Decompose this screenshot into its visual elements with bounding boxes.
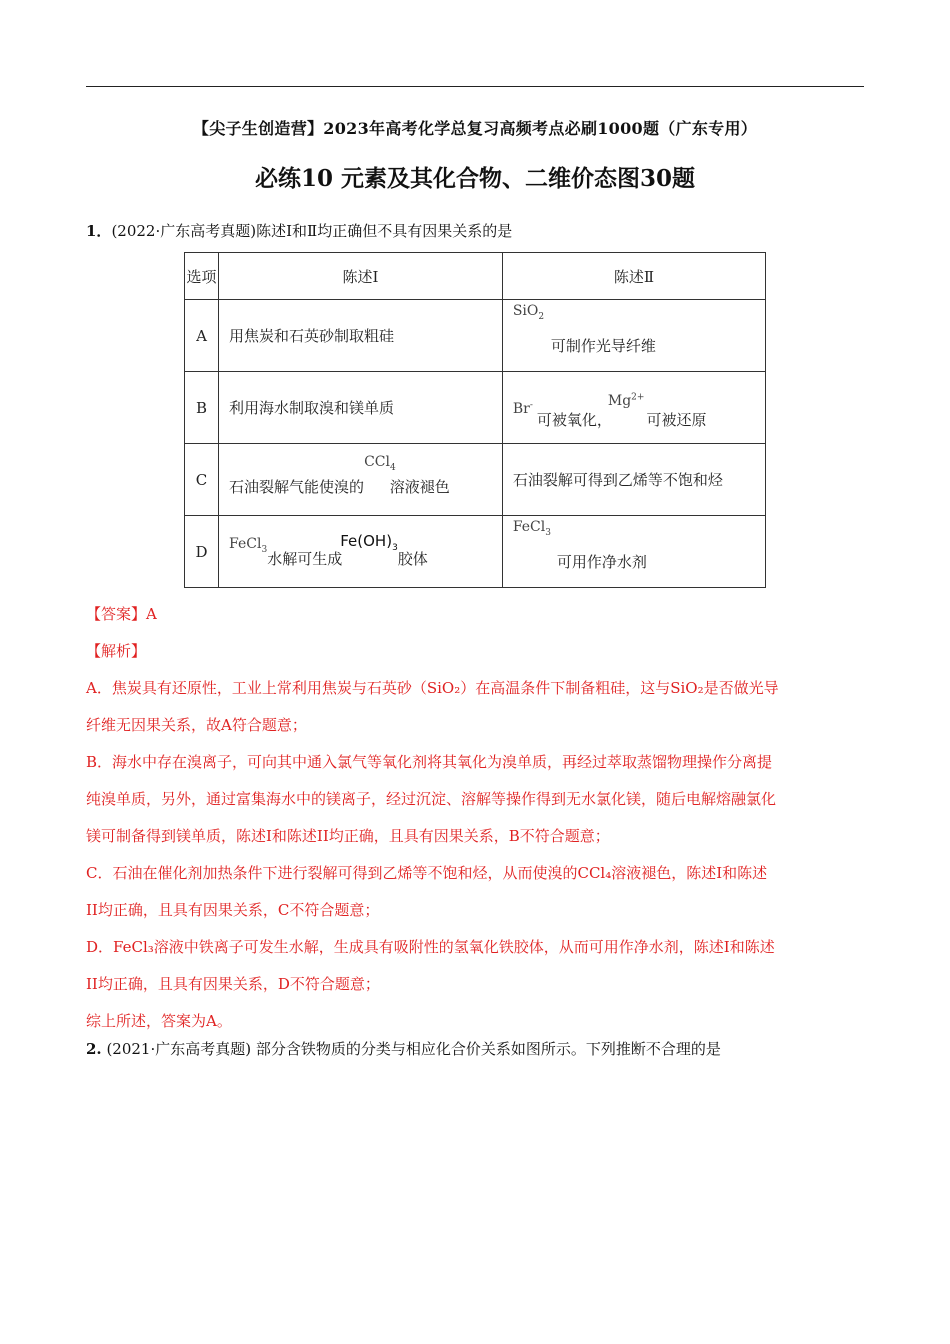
question-number: 2.	[86, 1040, 102, 1058]
question-2-stem	[86, 1037, 721, 1061]
option-label: B	[185, 372, 219, 444]
statement-1: 利用海水制取溴和镁单质	[219, 372, 503, 444]
table-row	[185, 300, 766, 372]
statement-1: FeCl$_3$水解可生成$Fe(OH)_3$胶体	[219, 516, 503, 588]
analysis-line: D．FeCl₃溶液中铁离子可发生水解，生成具有吸附性的氢氧化铁胶体，从而可用作净水剂，陈述I和陈述	[86, 938, 775, 956]
statement-1: 用焦炭和石英砂制取粗硅	[219, 300, 503, 372]
formula: $Fe(OH)_3$	[340, 532, 398, 553]
table-header-row	[185, 253, 766, 300]
option-label: C	[185, 444, 219, 516]
question-text: (2021·广东高考真题) 部分含铁物质的分类与相应化合价关系如图所示。下列推断不合理的是	[101, 1040, 721, 1058]
header-option: 选项	[185, 253, 219, 300]
analysis-line: II均正确，且具有因果关系，D不符合题意；	[86, 975, 380, 993]
top-rule	[86, 86, 864, 87]
statement-1: 石油裂解气能使溴的CCl$_4$溶液褪色	[219, 444, 503, 516]
analysis-line: 镁可制备得到镁单质，陈述I和陈述II均正确，且具有因果关系，B不符合题意；	[86, 827, 610, 845]
statement-2: FeCl$_3$ 可用作净水剂	[502, 516, 765, 588]
statement-2: SiO$_2$ 可制作光导纤维	[502, 300, 765, 372]
analysis-line: II均正确，且具有因果关系，C不符合题意；	[86, 901, 380, 919]
formula: $Mg^{2+}$	[607, 392, 645, 409]
header-statement-2: 陈述Ⅱ	[502, 253, 765, 300]
question-number: 1．	[86, 222, 112, 240]
table-row	[185, 444, 766, 516]
analysis-line: A．焦炭具有还原性，工业上常利用焦炭与石英砂（SiO₂）在高温条件下制备粗硅，这与SiO₂是否做光导	[86, 679, 779, 697]
formula: Br-	[512, 400, 533, 417]
analysis-line: 纯溴单质，另外，通过富集海水中的镁离子，经过沉淀、溶解等操作得到无水氯化镁，随后电解熔融氯化	[86, 790, 777, 808]
answer-section	[86, 596, 866, 1040]
analysis-label: 【解析】	[86, 642, 147, 660]
formula: CCl$_4$	[364, 454, 396, 473]
header-statement-1: 陈述Ⅰ	[219, 253, 503, 300]
question-text: (2022·广东高考真题)陈述Ⅰ和Ⅱ均正确但不具有因果关系的是	[111, 222, 513, 240]
formula: FeCl$_3$	[229, 536, 268, 555]
analysis-line: C．石油在催化剂加热条件下进行裂解可得到乙烯等不饱和烃，从而使溴的CCl₄溶液褪色，陈述I和陈述	[86, 864, 768, 882]
header-title: 【尖子生创造营】2023年高考化学总复习高频考点必刷1000题（广东专用）	[192, 119, 758, 138]
statement-2: Br-可被氧化，$Mg^{2+}$可被还原	[502, 372, 765, 444]
analysis-line: B．海水中存在溴离子，可向其中通入氯气等氧化剂将其氧化为溴单质，再经过萃取蒸馏物理操作分离提	[86, 753, 773, 771]
formula: FeCl$_3$	[512, 518, 551, 538]
statement-2: 石油裂解可得到乙烯等不饱和烃	[502, 444, 765, 516]
analysis-line: 纤维无因果关系，故A符合题意；	[86, 716, 307, 734]
table-row	[185, 372, 766, 444]
conclusion: 综上所述，答案为A。	[86, 1012, 232, 1030]
answer-label: 【答案】A	[86, 605, 157, 623]
question-1-stem	[86, 219, 512, 243]
table-row	[185, 516, 766, 588]
option-label: D	[185, 516, 219, 588]
formula: SiO$_2$	[512, 302, 545, 322]
options-table	[184, 252, 766, 588]
page-title: 必练10 元素及其化合物、二维价态图30题	[254, 165, 696, 192]
option-label: A	[185, 300, 219, 372]
